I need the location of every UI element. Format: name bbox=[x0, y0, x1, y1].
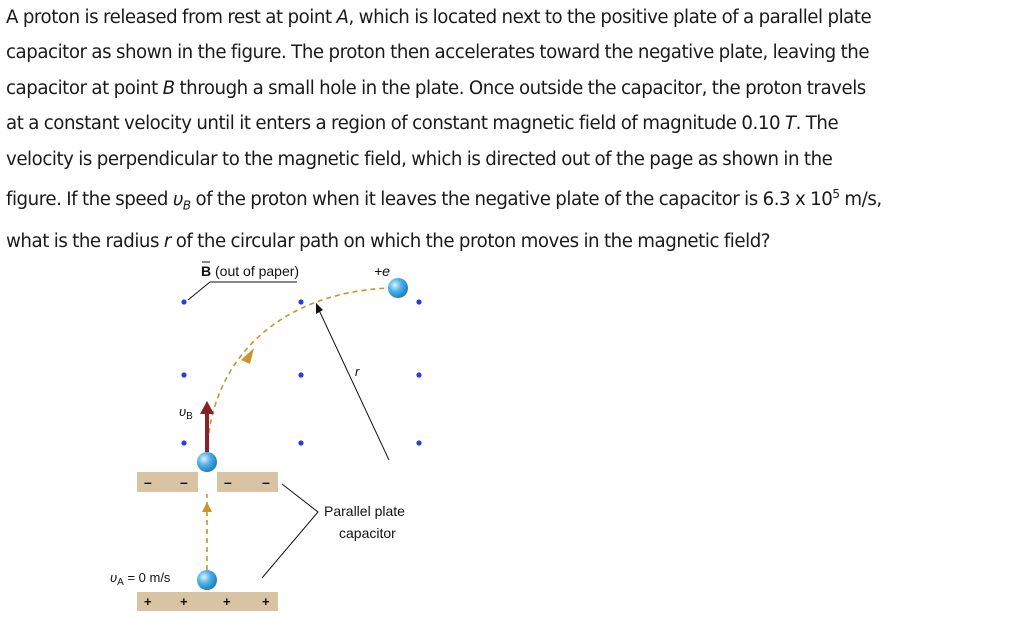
positive-sign: + bbox=[262, 594, 270, 609]
vb-arrowhead bbox=[200, 401, 214, 414]
field-dot bbox=[181, 299, 186, 304]
field-dots bbox=[181, 299, 421, 445]
proton-path bbox=[207, 288, 390, 460]
vb-label: $\upsilon_B$ bbox=[179, 404, 193, 422]
negative-sign: – bbox=[144, 474, 152, 490]
positive-plate bbox=[137, 592, 278, 611]
proton-top bbox=[388, 278, 408, 298]
field-dot bbox=[298, 440, 303, 445]
proton-b bbox=[197, 452, 217, 472]
proton-a bbox=[197, 570, 217, 590]
capacitor-figure bbox=[0, 250, 1010, 617]
radius-line bbox=[318, 308, 389, 460]
field-dot bbox=[298, 299, 303, 304]
problem-line-5: velocity is perpendicular to the magnetic field, which is directed out of the page as shown in the bbox=[6, 148, 833, 170]
problem-line-7: what is the radius r of the circular path on which the proton moves in the magnetic field? bbox=[6, 231, 771, 253]
capacitor-label-line-2: capacitor bbox=[339, 525, 396, 541]
path-arrow bbox=[241, 348, 254, 364]
positive-sign: + bbox=[223, 594, 231, 609]
negative-sign: – bbox=[180, 474, 188, 490]
problem-line-3: capacitor at point B through a small hole in the plate. Once outside the capacitor, the proton travels bbox=[6, 77, 866, 99]
field-dot bbox=[298, 372, 303, 377]
positive-sign: + bbox=[180, 594, 188, 609]
b-field-leader-line bbox=[188, 282, 297, 300]
problem-line-2: capacitor as shown in the figure. The proton then accelerates toward the negative plate, leaving the bbox=[6, 42, 870, 64]
field-dot bbox=[416, 440, 421, 445]
negative-sign: – bbox=[224, 474, 232, 490]
problem-line-4: at a constant velocity until it enters a region of constant magnetic field of magnitude 0.10 T. The bbox=[6, 113, 839, 135]
field-dot bbox=[416, 299, 421, 304]
negative-sign: – bbox=[262, 474, 270, 490]
field-dot bbox=[181, 372, 186, 377]
radius-label: r bbox=[355, 364, 360, 379]
b-field-label: B (out of paper) bbox=[201, 263, 300, 279]
field-dot bbox=[416, 372, 421, 377]
va-label: $\upsilon_A = 0$ m/s bbox=[110, 570, 171, 588]
problem-text bbox=[6, 0, 1006, 260]
capacitor-path-arrow bbox=[202, 502, 212, 512]
charge-label: +e bbox=[374, 263, 390, 279]
problem-line-1: A proton is released from rest at point A, which is located next to the positive plate of a parallel plate bbox=[6, 7, 872, 28]
problem-line-6: figure. If the speed $\upsilon_B$ of the proton when it leaves the negative plate of the capacitor is 6.3 x $10^5$ m/s, bbox=[6, 187, 882, 213]
capacitor-leader-line bbox=[262, 484, 318, 578]
field-dot bbox=[181, 440, 186, 445]
capacitor-label-line-1: Parallel plate bbox=[324, 503, 405, 519]
positive-sign: + bbox=[144, 594, 152, 609]
